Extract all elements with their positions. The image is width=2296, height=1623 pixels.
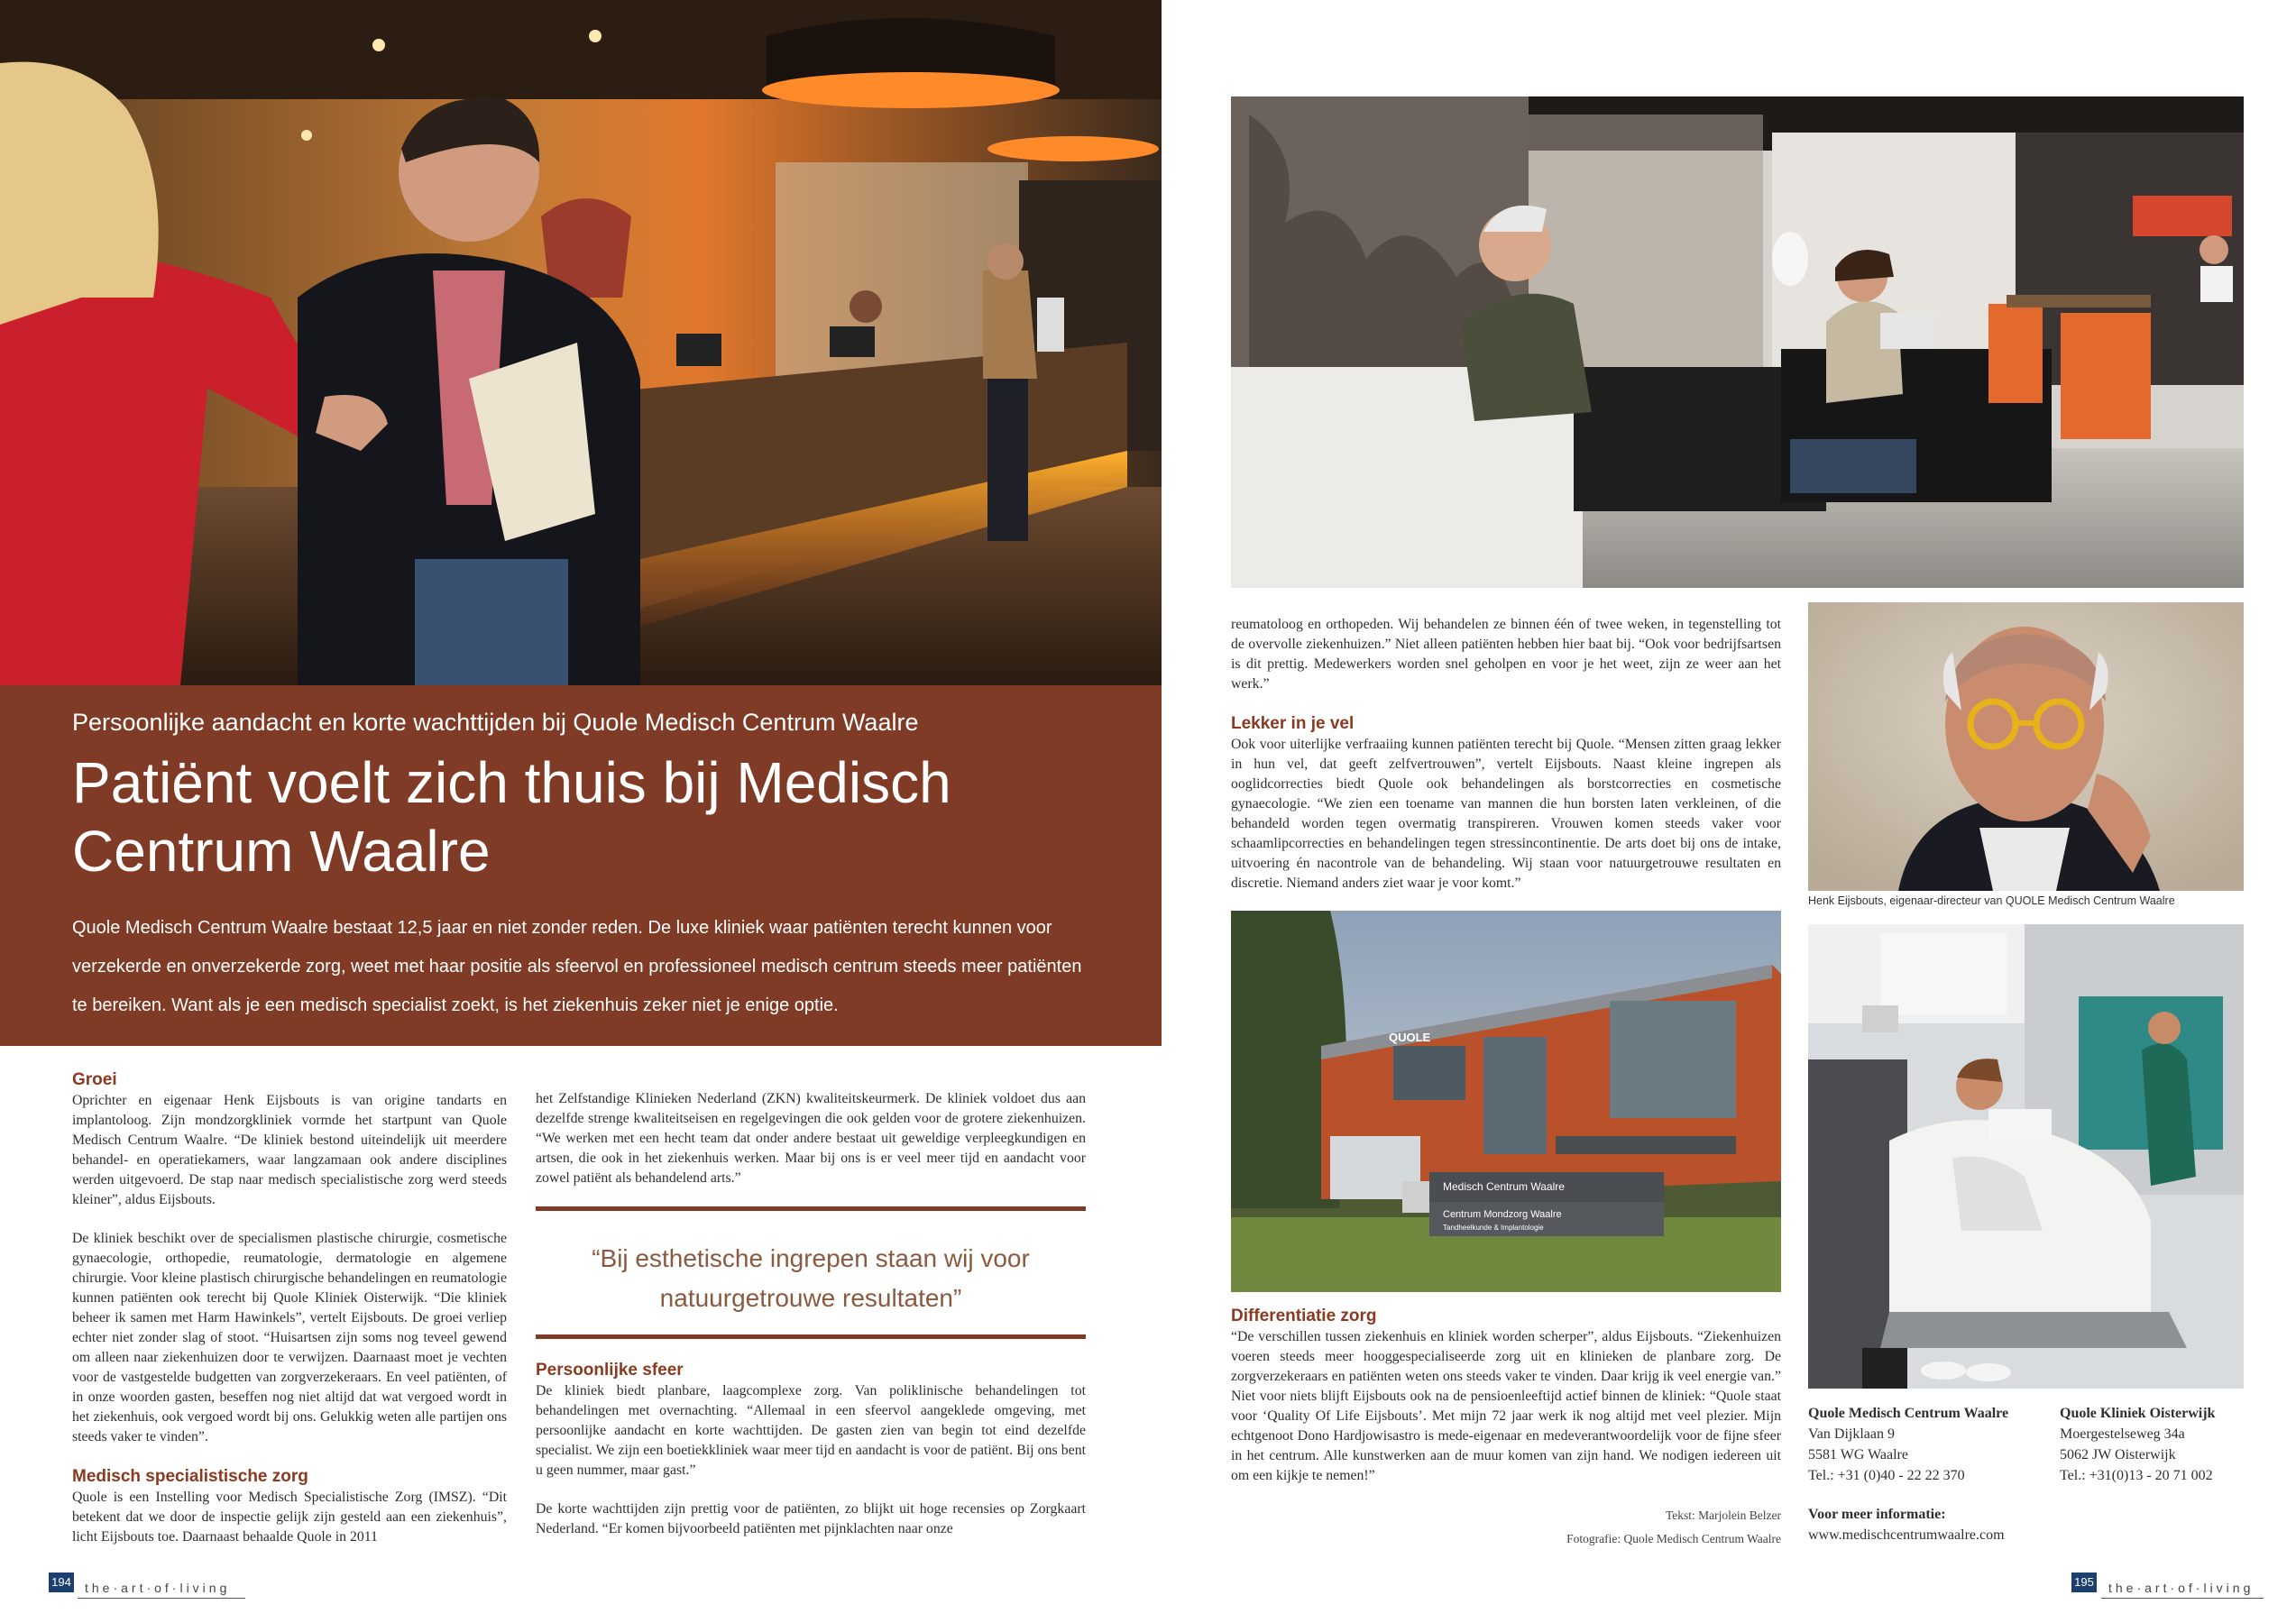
heading-medisch-specialistische-zorg: Medisch specialistische zorg <box>72 1467 308 1486</box>
pull-quote: “Bij esthetische ingrepen staan wij voor natuurgetrouwe resultaten” <box>592 1244 1030 1312</box>
column-1 <box>72 1069 507 1566</box>
contact-waalre-city: 5581 WG Waalre <box>1808 1447 1908 1463</box>
building-photo <box>1231 911 1781 1292</box>
paragraph: De kliniek biedt planbare, laagcomplexe zorg. Van poliklinische behandelingen tot behandelingen met overnachting. “Allemaal in een sfeervol aangeklede omgeving, met persoonlijke aandacht en korte wachttijden. De gasten zien van begin tot eind dezelfde specialist. We zijn een boetiekkliniek waar meer tijd en aandacht is voor de patiënt. Bij ons bent u geen nummer, maar gast.” <box>536 1383 1086 1478</box>
more-info-url[interactable]: www.medischcentrumwaalre.com <box>1808 1527 2005 1543</box>
column-2-lower <box>536 1360 1086 1558</box>
credit-photo: Fotografie: Quole Medisch Centrum Waalre <box>1566 1532 1781 1545</box>
column-3-lower <box>1231 1306 1781 1505</box>
credits <box>1411 1504 1781 1551</box>
portrait-caption: Henk Eijsbouts, eigenaar-directeur van QUOLE Medisch Centrum Waalre <box>1808 894 2175 907</box>
kicker: Persoonlijke aandacht en korte wachttijden bij Quole Medisch Centrum Waalre <box>72 709 919 736</box>
paragraph: reumatoloog en orthopeden. Wij behandelen ze binnen één of twee weken, in tegenstelling tot de overvolle ziekenhuizen.” Niet alleen patiënten hebben hier baat bij. “Ook voor bedrijfsartsen is dit prettig. Medewerkers worden snel geholpen en voor je het weet, zijn ze weer aan het werk.” <box>1231 617 1781 692</box>
contact-waalre-name: Quole Medisch Centrum Waalre <box>1808 1406 2009 1421</box>
credit-text: Tekst: Marjolein Belzer <box>1665 1508 1781 1522</box>
article-title: Patiënt voelt zich thuis bij Medisch Centrum Waalre <box>72 750 951 884</box>
contact-oisterwijk-street: Moergestelseweg 34a <box>2060 1426 2185 1442</box>
heading-groei: Groei <box>72 1070 117 1089</box>
paragraph: Quole is een Instelling voor Medisch Specialistische Zorg (IMSZ). “Dit betekent dat we door de inspectie gelijk zijn gesteld aan een ziekenhuis”, licht Eijsbouts toe. Daarnaast behaalde Quole in 2011 <box>72 1490 507 1545</box>
page-number-right: 195 <box>2071 1573 2097 1592</box>
paragraph: “De verschillen tussen ziekenhuis en kliniek worden scherper”, aldus Eijsbouts. “Ziekenhuizen voeren steeds meer hooggespecialiseerde zorg uit en klinieken de planbare zorg. De zorgverzekeraars en patiënten weten ons steeds vaker te vinden. Daar krijg ik veel energie van.” Niet voor niets blijft Eijsbouts ook na de pensioenleeftijd actief binnen de kliniek: “Quole staat voor ‘Quality Of Life Eijsbouts’. Met mijn 72 jaar werk ik nog altijd met veel plezier. Mijn echtgenoot Dono Hardjowisastro is mede-eigenaar en medeverantwoordelijk voor de fijne sfeer in het centrum. Alle kunstwerken aan de muur komen van zijn hand. We nodigen iedereen uit om een kijkje te nemen!” <box>1231 1329 1781 1483</box>
reception-photo <box>0 0 1162 685</box>
more-info-label: Voor meer informatie: <box>1808 1507 1946 1522</box>
page-number-left: 194 <box>49 1573 74 1592</box>
contact-waalre-tel: Tel.: +31 (0)40 - 22 22 370 <box>1808 1468 1965 1483</box>
sign-mid: Centrum Mondzorg Waalre <box>1443 1209 1562 1220</box>
footer-rule-left <box>78 1598 245 1599</box>
lounge-photo <box>1231 96 2244 588</box>
contact-oisterwijk-city: 5062 JW Oisterwijk <box>2060 1447 2176 1463</box>
heading-lekker-in-je-vel: Lekker in je vel <box>1231 714 1355 733</box>
paragraph: De korte wachttijden zijn prettig voor de patiënten, zo blijkt uit hoge recensies op Zorgkaart Nederland. “Er komen bijvoorbeeld patiënten met pijnklachten naar onze <box>536 1501 1086 1536</box>
heading-differentiatie-zorg: Differentiatie zorg <box>1231 1307 1377 1325</box>
more-info <box>1808 1504 2169 1545</box>
portrait-photo <box>1808 602 2244 891</box>
paragraph: De kliniek beschikt over de specialismen plastische chirurgie, cosmetische gynaecologie, orthopedie, reumatologie, dermatologie en algemene chirurgie. Voor kleine plastisch chirurgische behandelingen en reumatologie kunnen patiënten ook terecht bij Quole Kliniek Oisterwijk. “Die kliniek beheer ik samen met Harm Hawinkels”, vertelt Eijsbouts. De groei verliep echter niet zonder slag of stoot. “Huisartsen zijn soms nog teveel gewend om alleen naar ziekenhuizen door te verwijzen. Daarnaast moet je vechten voor de vastgestelde budgetten van zorgverzekeraars. En veel patiënten, of in onze woorden gasten, beseffen nog niet altijd dat wat vergoed wordt in het ziekenhuis, ook vergoed wordt bij ons. Gelukkig weten alle partijen ons steeds vaker te vinden”. <box>72 1231 507 1444</box>
paragraph: Oprichter en eigenaar Henk Eijsbouts is van origine tandarts en implantoloog. Zijn mondzorgkliniek vormde het startpunt van Quole Medisch Centrum Waalre. “De kliniek bestond uiteindelijk uit meerdere behandel- en operatiekamers, waar langzamaan ook andere disciplines werden uitgevoerd. De stap naar medisch specialistische zorg werd steeds kleiner”, aldus Eijsbouts. <box>72 1093 507 1207</box>
quote-rule-bottom <box>536 1334 1086 1339</box>
paragraph: het Zelfstandige Klinieken Nederland (ZKN) kwaliteitskeurmerk. De kliniek voldoet dus aan dezelfde strenge kwaliteitseisen en regelgevingen die ook gelden voor de grotere ziekenhuizen. “We werken met een hecht team dat onder andere bestaat uit geweldige verpleegkundigen en artsen, die ook in het ziekenhuis werken. Maar bij ons is er veel meer tijd en aandacht voor zowel patiënt als behandelend arts.” <box>536 1091 1086 1186</box>
column-3 <box>1231 615 1781 912</box>
contact-waalre <box>1808 1403 2052 1486</box>
quote-rule-top <box>536 1206 1086 1211</box>
contact-oisterwijk-name: Quole Kliniek Oisterwijk <box>2060 1406 2216 1421</box>
footer-rule-right <box>2101 1598 2264 1599</box>
contact-oisterwijk <box>2060 1403 2249 1486</box>
contact-oisterwijk-tel: Tel.: +31(0)13 - 20 71 002 <box>2060 1468 2213 1483</box>
sign-sub: Tandheelkunde & Implantologie <box>1443 1224 1544 1232</box>
footer-brand-left: the·art·of·living <box>85 1581 231 1595</box>
building-logo: QUOLE <box>1389 1031 1431 1044</box>
contact-waalre-street: Van Dijklaan 9 <box>1808 1426 1895 1442</box>
footer-brand-right: the·art·of·living <box>2108 1581 2255 1595</box>
intro-paragraph: Quole Medisch Centrum Waalre bestaat 12,5 jaar en niet zonder reden. De luxe kliniek waar patiënten terecht kunnen voor verzekerde en onverzekerde zorg, weet met haar positie als sfeervol en professioneel medisch centrum steeds meer patiënten te bereiken. Want als je een medisch specialist zoekt, is het ziekenhuis zeker niet je enige optie. <box>72 918 1082 1015</box>
heading-persoonlijke-sfeer: Persoonlijke sfeer <box>536 1361 684 1380</box>
sign-top: Medisch Centrum Waalre <box>1443 1180 1565 1193</box>
column-2 <box>536 1089 1086 1207</box>
patient-room-photo <box>1808 924 2244 1389</box>
paragraph: Ook voor uiterlijke verfraaiing kunnen patiënten terecht bij Quole. “Mensen zitten graag lekker in hun vel, dat geeft zelfvertrouwen”, vertelt Eijsbouts. Naast kleine ingrepen als ooglidcorrecties biedt Quole ook behandelingen als borstcorrecties en cosmetische gynaecologie. “We zien een toename van mannen die hun borsten laten verkleinen, of die behandeld worden tegen overmatig transpireren. Vrouwen komen steeds vaker voor schaamlipcorrecties en behandelingen tegen stressincontinentie. De arts doet bij ons de intake, uitvoering én nacontrole van de behandeling. Wij staan voor natuurgetrouwe resultaten en discretie. Niemand anders ziet waar je voor komt.” <box>1231 737 1781 891</box>
